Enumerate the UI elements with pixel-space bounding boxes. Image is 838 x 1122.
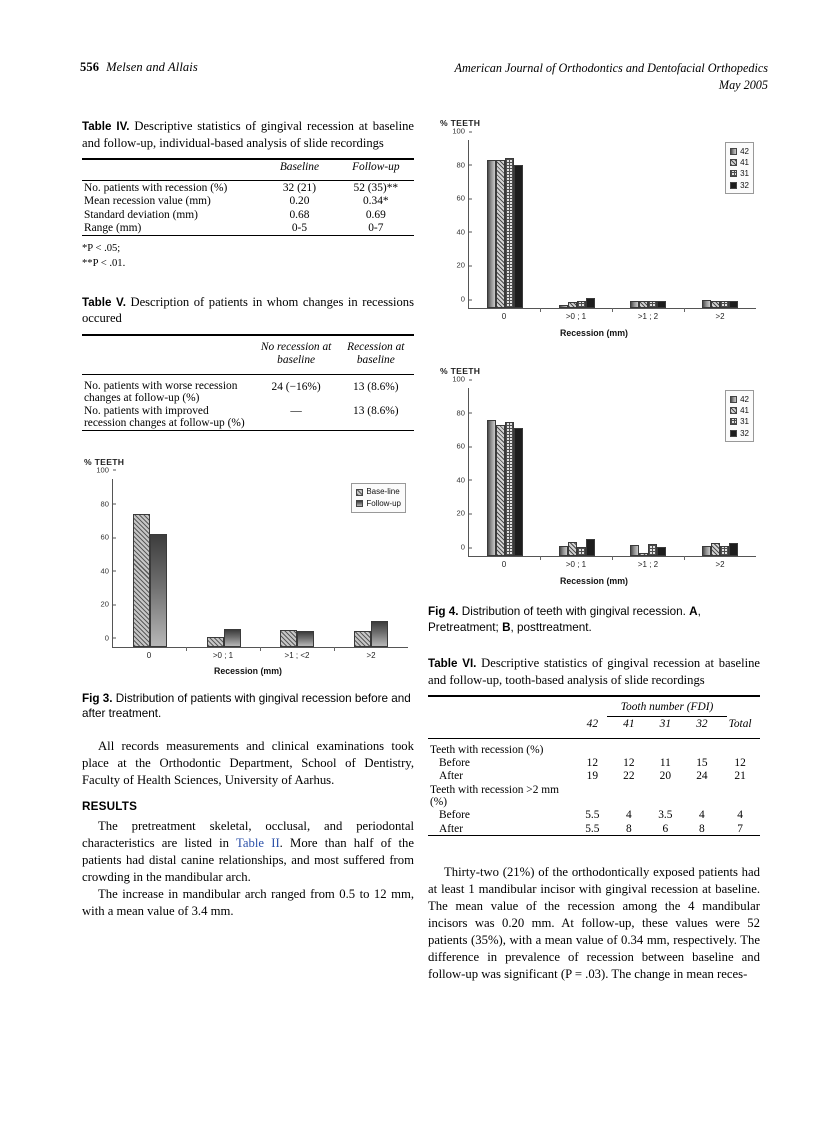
row-value: 0.68 <box>289 208 310 221</box>
figure-4-panel-a: A <box>689 605 698 618</box>
legend-label: 42 <box>740 394 749 404</box>
left-column <box>82 118 414 920</box>
legend-item <box>356 486 401 497</box>
left-column-body <box>82 738 414 920</box>
figure-3 <box>82 457 414 722</box>
table-iv-footnotes <box>82 241 414 272</box>
legend-item <box>730 157 749 168</box>
table-iv-grid <box>82 158 414 236</box>
row-value: 4 <box>699 809 705 822</box>
x-axis-tick: >0 ; 1 <box>565 560 587 569</box>
table-iv-caption-text: Descriptive statistics of gingival recession at baseline and follow-up, individual-based analysis of slide recordings <box>82 119 414 150</box>
table-v-caption <box>82 294 414 327</box>
legend-label: 32 <box>740 428 749 438</box>
chart-fig3 <box>82 457 414 679</box>
row-value: 8 <box>699 822 705 835</box>
bar <box>702 300 711 308</box>
footnote: **P < .01. <box>82 258 126 270</box>
bar-group <box>613 388 685 556</box>
y-axis-tick: 40 <box>101 566 113 575</box>
bar <box>568 542 577 556</box>
row-label: After <box>439 822 464 835</box>
x-axis-separator <box>612 308 613 312</box>
x-axis-tick: >2 <box>366 650 376 660</box>
section-heading: Teeth with recession >2 mm (%) <box>430 783 559 808</box>
legend-label: Follow-up <box>366 498 401 508</box>
table-row <box>82 195 414 208</box>
y-axis-tick: 60 <box>101 533 113 542</box>
row-label: No. patients with recession (%) <box>84 182 228 195</box>
bar-group <box>469 140 541 308</box>
x-axis-separator <box>186 647 187 651</box>
paragraph-records: All records measurements and clinical examinations took place at the Orthodontic Department, School of Dentistry, Faculty of Health Sciences, University of Aarhus. <box>82 739 414 787</box>
figure-3-label: Fig 3. <box>82 691 113 705</box>
chart-fig4b-y-title: % TEETH <box>440 366 481 376</box>
row-value: 21 <box>734 770 746 783</box>
table-iv-col-baseline: Baseline <box>279 160 320 173</box>
x-axis-separator <box>684 308 685 312</box>
row-value: 3.5 <box>658 809 673 822</box>
table-row <box>428 756 760 769</box>
page-number: 556 <box>80 60 100 74</box>
table-row <box>428 822 760 836</box>
y-axis-tick: 40 <box>457 475 469 484</box>
bar <box>514 165 523 308</box>
legend-item <box>730 416 749 427</box>
table-iv-col-followup: Follow-up <box>352 160 400 173</box>
bar <box>207 637 224 647</box>
results-heading: RESULTS <box>82 799 138 813</box>
row-label: Range (mm) <box>84 222 142 235</box>
x-axis-separator <box>260 647 261 651</box>
y-axis-tick: 0 <box>105 633 113 642</box>
row-value: 22 <box>623 770 635 783</box>
table-vi-col-41: 41 <box>623 718 635 731</box>
x-axis-tick: >0 ; 1 <box>212 650 234 660</box>
table-v-label: Table V. <box>82 295 126 309</box>
row-value: 32 (21) <box>282 182 317 195</box>
paragraph-results-2: The increase in mandibular arch ranged from 0.5 to 12 mm, with a mean value of 3.4 mm. <box>82 886 414 918</box>
y-axis-tick: 100 <box>96 465 113 474</box>
bar <box>586 539 595 556</box>
paragraph-right-1: Thirty-two (21%) of the orthodontically exposed patients had at least 1 mandibular incisor with gingival recession at baseline. The mean value of the recession among the 4 mandibular incisors was 0.20 mm. At follow-up, these values were 52 patients (35%), with a mean value of 0.34 mm, respectively. The difference in prevalence of recession between baseline and follow-up was significant (P = .03). The change in mean reces- <box>428 865 760 981</box>
bar <box>729 543 738 556</box>
y-axis-tick: 20 <box>457 261 469 270</box>
journal-title: American Journal of Orthodontics and Dentofacial Orthopedics <box>454 61 768 75</box>
row-value: 0.20 <box>289 195 310 208</box>
bar <box>496 160 505 308</box>
table-vi-grid <box>428 695 760 836</box>
bar <box>648 544 657 556</box>
bar <box>559 546 568 556</box>
legend-swatch-icon <box>730 418 737 425</box>
chart-fig4a-x-ticks <box>468 312 756 321</box>
running-head-authors: Melsen and Allais <box>106 60 198 74</box>
row-value: 24 <box>696 770 708 783</box>
table-iv-caption <box>82 118 414 151</box>
x-axis-tick: >1 ; 2 <box>637 560 659 569</box>
bar-group <box>261 479 335 647</box>
row-value: 12 <box>586 757 599 770</box>
bar <box>224 629 241 647</box>
bar <box>496 425 505 556</box>
row-value: 5.5 <box>585 809 600 822</box>
table-row <box>428 738 760 756</box>
row-label: Standard deviation (mm) <box>84 208 198 221</box>
table-iv-label: Table IV. <box>82 120 130 133</box>
row-value: 20 <box>659 770 672 783</box>
table-row <box>82 335 414 369</box>
table-row <box>428 809 760 822</box>
y-axis-tick: 0 <box>461 543 469 552</box>
footnote: *P < .05; <box>82 242 121 254</box>
bar <box>711 301 720 308</box>
chart-fig4b-x-ticks <box>468 560 756 569</box>
bar <box>487 420 496 556</box>
row-value: 4 <box>626 809 632 822</box>
right-column <box>428 118 760 983</box>
row-label: No. patients with worse recession changes at follow-up (%) <box>84 379 238 404</box>
table-v-col-norecession: No recession at baseline <box>260 340 332 367</box>
legend-item <box>730 168 749 179</box>
figure-4-panel-b: B <box>502 620 511 634</box>
legend-item <box>356 498 401 509</box>
paragraph-results-1 <box>82 818 414 886</box>
bar <box>711 543 720 556</box>
bar-group <box>187 479 261 647</box>
bar <box>729 301 738 308</box>
row-value: 24 (−16%) <box>271 380 321 393</box>
x-axis-separator <box>540 556 541 560</box>
table-row <box>82 208 414 221</box>
bar <box>505 158 514 308</box>
bar <box>514 428 523 556</box>
chart-fig4b-bars <box>469 388 756 556</box>
figure-4-caption <box>428 604 760 635</box>
y-axis-tick: 80 <box>457 160 469 169</box>
table-row <box>82 374 414 404</box>
row-value: 52 (35)** <box>353 182 399 195</box>
table-v-grid <box>82 334 414 431</box>
bar <box>280 630 297 647</box>
bar <box>297 631 314 647</box>
running-head-right <box>455 60 768 95</box>
y-axis-tick: 100 <box>452 375 469 384</box>
legend-swatch-icon <box>730 430 737 437</box>
legend-swatch-icon <box>356 500 363 507</box>
table-vi-group-header: Tooth number (FDI) <box>607 701 728 716</box>
row-value: 4 <box>737 809 743 822</box>
x-axis-separator <box>612 556 613 560</box>
legend-swatch-icon <box>730 170 737 177</box>
chart-fig3-y-title: % TEETH <box>84 456 125 467</box>
chart-fig3-x-title: Recession (mm) <box>214 665 282 676</box>
bar <box>657 547 666 556</box>
row-value: 6 <box>662 822 669 835</box>
chart-fig4b-plot-area <box>452 374 756 557</box>
x-axis-tick: >0 ; 1 <box>565 312 587 321</box>
y-axis-tick: 100 <box>452 127 469 136</box>
bar <box>133 514 150 647</box>
bar-group <box>541 140 613 308</box>
row-value: 13 (8.6%) <box>353 380 399 393</box>
bar <box>354 631 371 647</box>
running-head <box>80 60 768 100</box>
chart-fig4a <box>428 118 760 348</box>
legend-swatch-icon <box>730 159 737 166</box>
table-v-col-recession: Recession at baseline <box>347 340 405 367</box>
table-vi-label: Table VI. <box>428 657 477 671</box>
bar <box>577 547 586 556</box>
row-label: Mean recession value (mm) <box>84 195 211 208</box>
row-value: 15 <box>696 757 708 770</box>
chart-fig4a-bars <box>469 140 756 308</box>
table-vi-col-32: 32 <box>696 718 708 731</box>
legend-label: Base-line <box>366 487 400 497</box>
y-axis-tick: 80 <box>457 408 469 417</box>
row-label: Before <box>439 809 470 822</box>
legend-label: 31 <box>740 169 749 179</box>
table-row <box>82 405 414 431</box>
row-value: 13 (8.6%) <box>353 405 399 418</box>
right-column-body <box>428 864 760 983</box>
issue-date: May 2005 <box>718 78 768 93</box>
x-axis-tick: >1 ; 2 <box>637 312 659 321</box>
figure-4-panel-a-text: , Pretreatment; <box>428 605 701 634</box>
bar <box>150 534 167 647</box>
results-p1-part-b: . More than half of the patients had distal canine relationships, and most suffered from crowding in the mandibular arch. <box>82 835 415 884</box>
bar <box>487 160 496 308</box>
bar <box>559 305 568 308</box>
chart-fig4a-plot-area <box>452 126 756 309</box>
table-ii-link[interactable]: Table II <box>236 835 280 850</box>
legend-label: 32 <box>740 180 749 190</box>
chart-fig4a-x-title: Recession (mm) <box>560 328 628 338</box>
legend-item <box>730 428 749 439</box>
table-row <box>428 770 760 783</box>
y-axis-tick: 20 <box>457 509 469 518</box>
legend-label: 41 <box>740 157 749 167</box>
row-value: 19 <box>586 770 599 783</box>
bar <box>639 301 648 308</box>
chart-fig4b <box>428 366 760 598</box>
x-axis-tick: 0 <box>501 560 507 569</box>
legend-label: 42 <box>740 146 749 156</box>
bar <box>505 422 514 556</box>
legend-label: 41 <box>740 405 749 415</box>
legend-swatch-icon <box>730 148 737 155</box>
bar-group <box>541 388 613 556</box>
row-value: 0.34* <box>362 195 389 208</box>
x-axis-tick: >2 <box>715 560 725 569</box>
table-vi-caption <box>428 655 760 688</box>
x-axis-separator <box>334 647 335 651</box>
figure-3-caption <box>82 691 414 722</box>
y-axis-tick: 60 <box>457 442 469 451</box>
row-value: 0.69 <box>365 208 386 221</box>
figure-3-caption-text: Distribution of patients with gingival recession before and after treatment. <box>82 691 411 721</box>
y-axis-tick: 80 <box>101 499 113 508</box>
legend-item <box>730 146 749 157</box>
section-heading: Teeth with recession (%) <box>430 743 544 756</box>
table-row <box>428 783 760 808</box>
x-axis-separator <box>684 556 685 560</box>
chart-fig4b-legend <box>725 390 754 442</box>
x-axis-tick: 0 <box>501 312 507 321</box>
bar-group <box>613 140 685 308</box>
bar-group <box>469 388 541 556</box>
chart-fig4a-y-title: % TEETH <box>440 118 481 128</box>
y-axis-tick: 40 <box>457 227 469 236</box>
bar <box>568 302 577 308</box>
table-row <box>82 159 414 175</box>
bar <box>630 301 639 308</box>
row-value: 12 <box>623 757 635 770</box>
legend-label: 31 <box>740 417 749 427</box>
legend-swatch-icon <box>730 182 737 189</box>
table-row <box>428 696 760 717</box>
figure-4-label: Fig 4. <box>428 605 459 618</box>
legend-swatch-icon <box>356 489 363 496</box>
bar <box>577 301 586 308</box>
y-axis-tick: 20 <box>101 600 113 609</box>
legend-swatch-icon <box>730 396 737 403</box>
legend-swatch-icon <box>730 407 737 414</box>
table-row <box>82 181 414 195</box>
table-v-caption-text: Description of patients in whom changes in recessions occured <box>82 294 415 326</box>
chart-fig3-legend <box>351 483 406 513</box>
row-label: After <box>439 770 464 783</box>
row-value: 5.5 <box>585 822 600 835</box>
table-row <box>428 717 760 732</box>
x-axis-tick: >2 <box>715 312 725 321</box>
row-label: Before <box>439 757 470 770</box>
y-axis-tick: 0 <box>461 295 469 304</box>
bar <box>630 545 639 556</box>
bar <box>720 546 729 556</box>
x-axis-separator <box>540 308 541 312</box>
table-vi-col-total: Total <box>728 718 752 731</box>
row-value: 0-7 <box>368 222 384 235</box>
row-label: No. patients with improved recession changes at follow-up (%) <box>84 405 245 430</box>
bar <box>371 621 388 647</box>
x-axis-tick: >1 ; <2 <box>284 650 310 660</box>
row-value: — <box>290 405 302 418</box>
figure-4-caption-part1: Distribution of teeth with gingival recession. <box>461 605 686 618</box>
row-value: 11 <box>659 757 671 770</box>
bar <box>720 301 729 308</box>
legend-item <box>730 180 749 191</box>
y-axis-tick: 60 <box>457 194 469 203</box>
bar <box>639 553 648 556</box>
bar <box>657 301 666 308</box>
bar <box>586 298 595 308</box>
row-value: 7 <box>737 822 743 835</box>
legend-item <box>730 394 749 405</box>
bar <box>702 546 711 556</box>
results-p1-part-a: The pretreatment skeletal, occlusal, and periodontal characteristics are listed in <box>82 818 414 850</box>
bar-group <box>113 479 187 647</box>
legend-item <box>730 405 749 416</box>
row-value: 12 <box>734 757 746 770</box>
row-value: 0-5 <box>291 222 308 235</box>
table-vi-caption-text: Descriptive statistics of gingival recession at baseline and follow-up, tooth-based analysis of slide recordings <box>428 656 760 687</box>
table-v <box>82 294 414 431</box>
table-vi-col-42: 42 <box>586 718 599 731</box>
chart-fig3-x-ticks <box>112 651 408 660</box>
row-value: 8 <box>626 822 632 835</box>
running-head-left <box>80 60 198 75</box>
x-axis-tick: 0 <box>146 650 152 660</box>
chart-fig4a-legend <box>725 142 754 194</box>
table-row <box>82 222 414 236</box>
chart-fig4b-x-title: Recession (mm) <box>560 576 628 586</box>
figure-4-panel-b-text: , posttreatment. <box>510 620 592 634</box>
bar <box>648 301 657 308</box>
table-iv <box>82 118 414 272</box>
table-vi <box>428 655 760 836</box>
table-vi-col-31: 31 <box>659 718 672 731</box>
